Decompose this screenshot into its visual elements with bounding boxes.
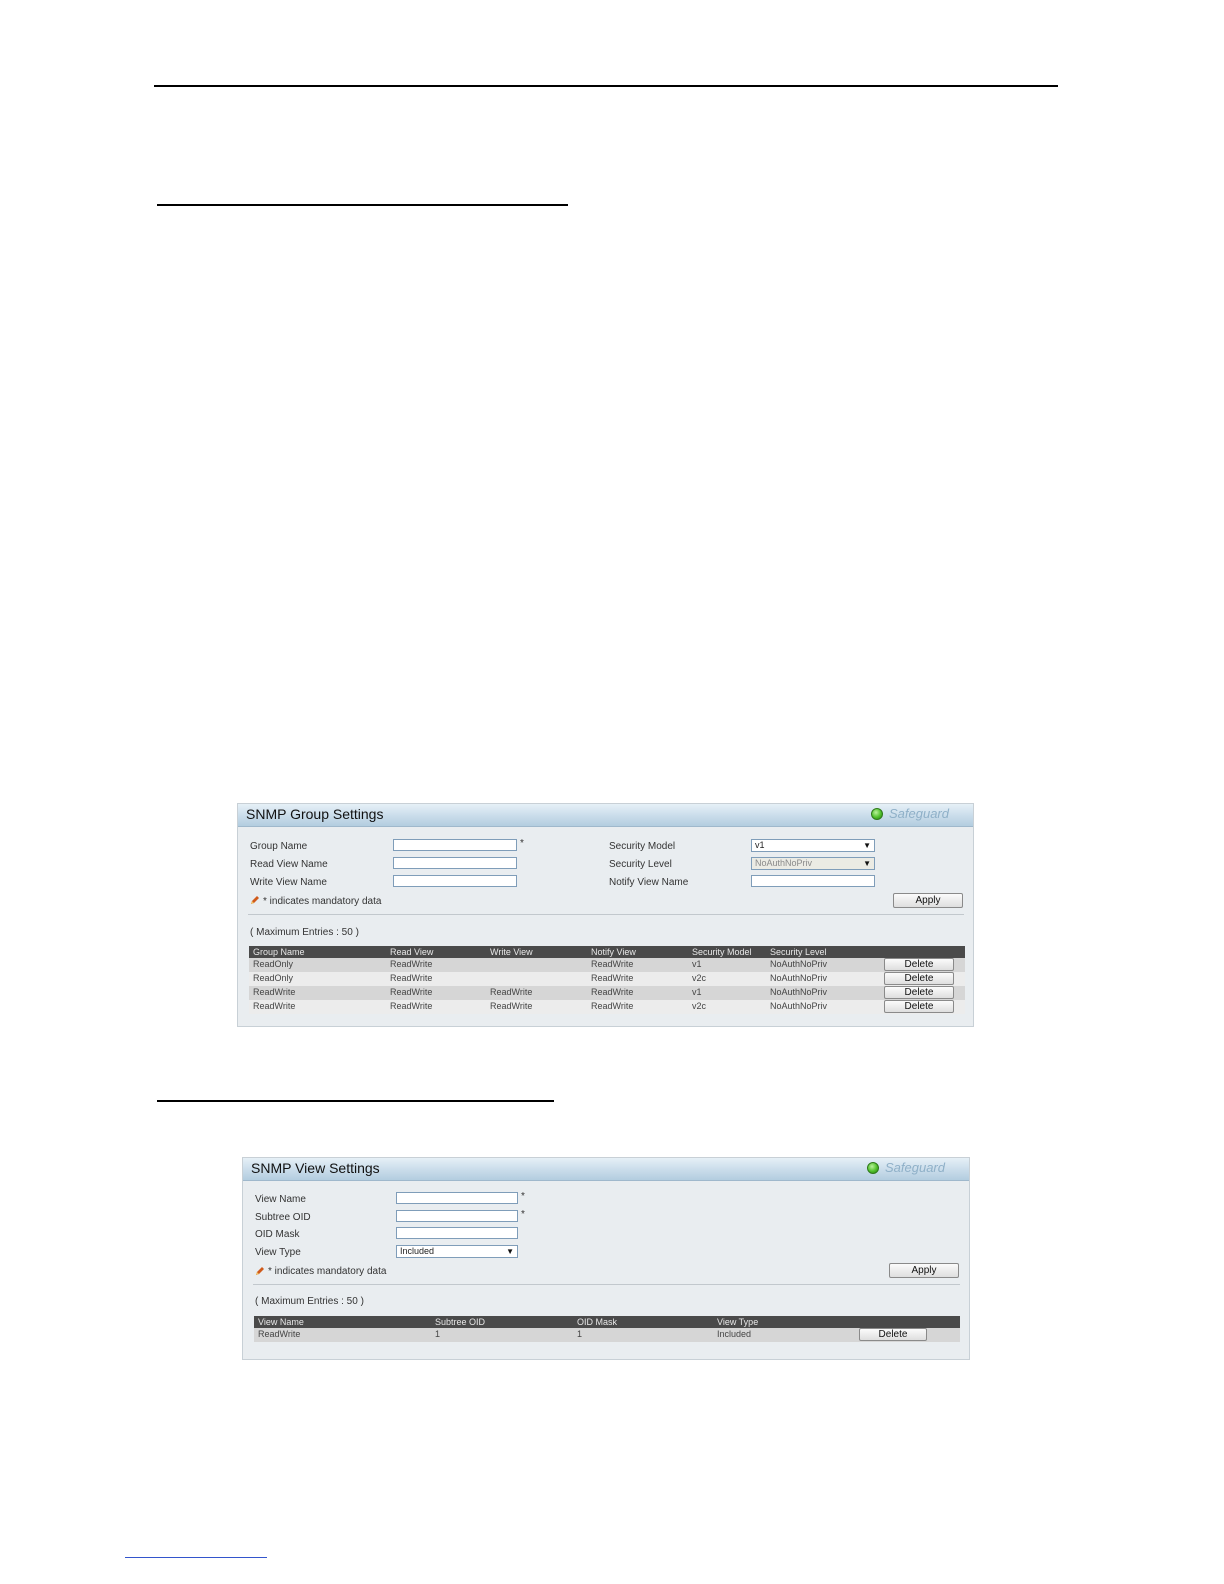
snmp-view-settings-panel [242, 1157, 970, 1360]
panel-header [243, 1158, 969, 1181]
delete-button[interactable]: Delete [859, 1328, 927, 1341]
apply-button[interactable]: Apply [893, 893, 963, 908]
panel-header [238, 804, 973, 827]
safeguard-indicator [871, 808, 965, 822]
safeguard-status-icon [867, 1162, 879, 1174]
security-level-cell: NoAuthNoPriv [770, 959, 828, 969]
security-model-label: Security Model [609, 841, 676, 852]
required-mark: * [520, 838, 524, 849]
table-row [249, 972, 965, 986]
security-level-select[interactable] [751, 857, 875, 870]
group-name-input[interactable] [393, 839, 517, 851]
notify-view-cell: ReadWrite [591, 1001, 634, 1011]
notify-view-name-label: Notify View Name [609, 877, 689, 888]
safeguard-status-icon [871, 808, 883, 820]
security-level-label: Security Level [609, 859, 672, 870]
security-level-cell: NoAuthNoPriv [770, 1001, 828, 1011]
column-header: Security Level [770, 947, 827, 957]
safeguard-label: Safeguard [885, 1160, 945, 1175]
safeguard-label: Safeguard [889, 806, 949, 821]
write-view-name-input[interactable] [393, 875, 517, 887]
pencil-icon [255, 1266, 265, 1276]
section-rule-1 [157, 204, 568, 206]
write-view-cell: ReadWrite [490, 1001, 533, 1011]
column-header: Security Model [692, 947, 752, 957]
column-header: View Type [717, 1317, 759, 1327]
required-mark: * [521, 1209, 525, 1220]
delete-button[interactable]: Delete [884, 1000, 954, 1013]
column-header: Group Name [253, 947, 305, 957]
write-view-name-label: Write View Name [250, 877, 327, 888]
mandatory-note: * indicates mandatory data [268, 1266, 387, 1277]
column-header: OID Mask [577, 1317, 618, 1327]
mandatory-note: * indicates mandatory data [263, 896, 382, 907]
chevron-down-icon: ▼ [863, 841, 871, 850]
section-rule-2 [157, 1100, 554, 1102]
max-entries-label: ( Maximum Entries : 50 ) [255, 1296, 364, 1307]
read-view-cell: ReadWrite [390, 1001, 433, 1011]
notify-view-cell: ReadWrite [591, 987, 634, 997]
snmp-group-table [249, 946, 965, 1016]
view-type-label: View Type [255, 1247, 301, 1258]
column-header: View Name [258, 1317, 304, 1327]
read-view-cell: ReadWrite [390, 959, 433, 969]
security-model-cell: v2c [692, 973, 707, 983]
page-header-rule [154, 85, 1058, 87]
view-name-label: View Name [255, 1194, 306, 1205]
notify-view-cell: ReadWrite [591, 959, 634, 969]
security-model-value: v1 [755, 840, 765, 850]
delete-button[interactable]: Delete [884, 986, 954, 999]
security-model-cell: v1 [692, 959, 702, 969]
table-row [249, 986, 965, 1000]
group-name-cell: ReadOnly [253, 959, 294, 969]
read-view-name-input[interactable] [393, 857, 517, 869]
security-model-select[interactable] [751, 839, 875, 852]
security-level-cell: NoAuthNoPriv [770, 987, 828, 997]
column-header: Read View [390, 947, 434, 957]
table-header [254, 1316, 960, 1328]
snmp-group-settings-panel [237, 803, 974, 1027]
oid-mask-label: OID Mask [255, 1229, 300, 1240]
footer-link-rule [125, 1557, 267, 1558]
security-model-cell: v2c [692, 1001, 707, 1011]
read-view-name-label: Read View Name [250, 859, 328, 870]
table-header [249, 946, 965, 958]
view-type-select[interactable] [396, 1245, 518, 1258]
subtree-oid-label: Subtree OID [255, 1212, 311, 1223]
notify-view-cell: ReadWrite [591, 973, 634, 983]
group-name-cell: ReadOnly [253, 973, 294, 983]
chevron-down-icon: ▼ [863, 859, 871, 868]
oid-mask-input[interactable] [396, 1227, 518, 1239]
chevron-down-icon: ▼ [506, 1247, 514, 1256]
column-header: Notify View [591, 947, 636, 957]
column-header: Write View [490, 947, 533, 957]
write-view-cell: ReadWrite [490, 987, 533, 997]
view-name-input[interactable] [396, 1192, 518, 1204]
apply-button[interactable]: Apply [889, 1263, 959, 1278]
security-level-value: NoAuthNoPriv [755, 858, 813, 868]
view-type-value: Included [400, 1246, 435, 1256]
table-row [254, 1328, 960, 1342]
subtree-oid-cell: 1 [435, 1329, 441, 1339]
delete-button[interactable]: Delete [884, 972, 954, 985]
group-name-cell: ReadWrite [253, 987, 296, 997]
required-mark: * [521, 1191, 525, 1202]
group-name-label: Group Name [250, 841, 308, 852]
read-view-cell: ReadWrite [390, 973, 433, 983]
view-type-cell: Included [717, 1329, 752, 1339]
safeguard-indicator [867, 1162, 961, 1176]
security-level-cell: NoAuthNoPriv [770, 973, 828, 983]
notify-view-name-input[interactable] [751, 875, 875, 887]
divider [253, 1284, 960, 1285]
column-header: Subtree OID [435, 1317, 486, 1327]
panel-title: SNMP Group Settings [246, 806, 384, 822]
max-entries-label: ( Maximum Entries : 50 ) [250, 927, 359, 938]
table-row [249, 958, 965, 972]
pencil-icon [250, 895, 260, 905]
table-row [249, 1000, 965, 1014]
panel-title: SNMP View Settings [251, 1160, 380, 1176]
security-model-cell: v1 [692, 987, 702, 997]
view-name-cell: ReadWrite [258, 1329, 301, 1339]
subtree-oid-input[interactable] [396, 1210, 518, 1222]
read-view-cell: ReadWrite [390, 987, 433, 997]
oid-mask-cell: 1 [577, 1329, 583, 1339]
divider [248, 914, 964, 915]
group-name-cell: ReadWrite [253, 1001, 296, 1011]
snmp-view-table [254, 1316, 960, 1342]
delete-button[interactable]: Delete [884, 958, 954, 971]
